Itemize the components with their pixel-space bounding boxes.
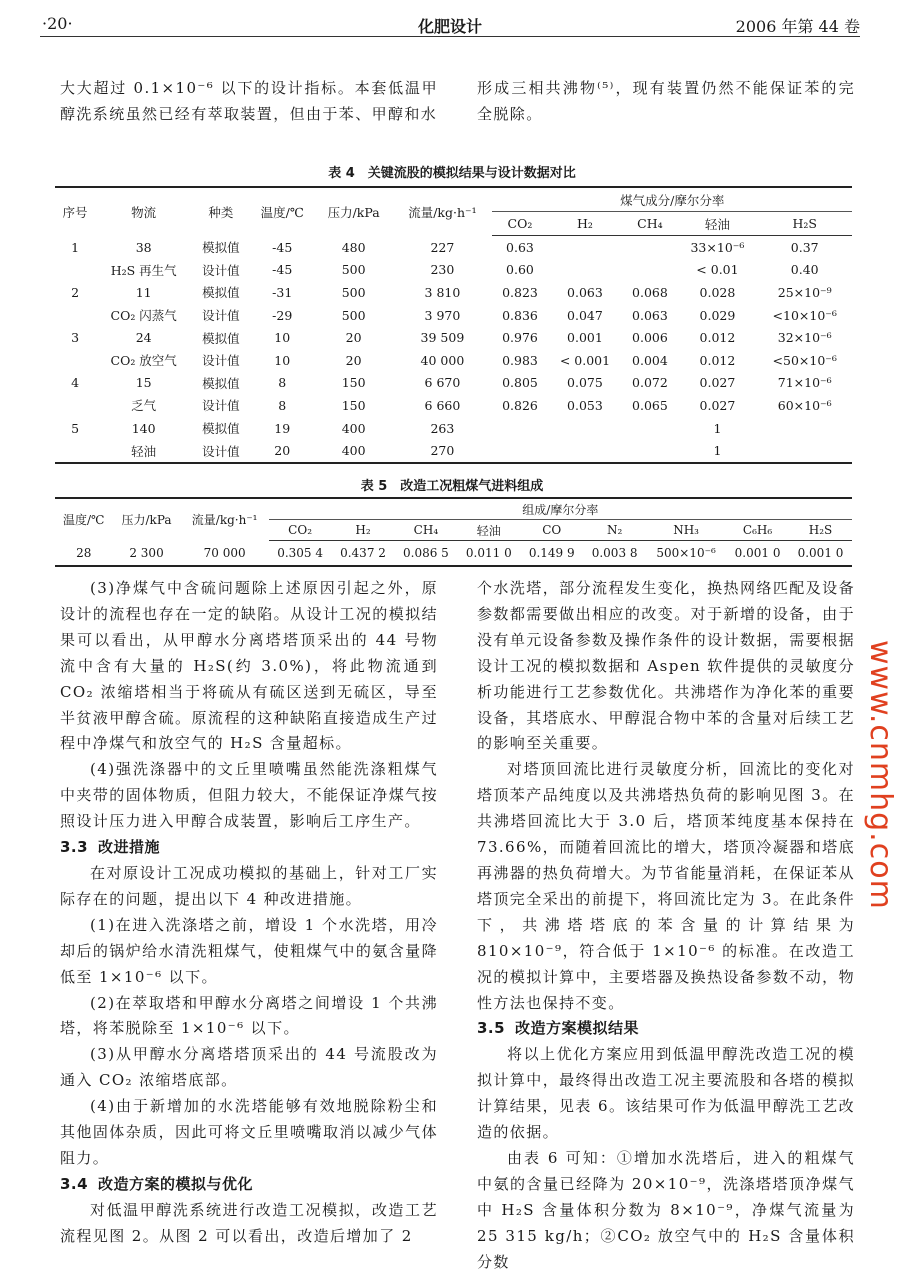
table-cell: 0.001 0 <box>734 546 781 560</box>
table-cell: 25×10⁻⁹ <box>777 284 832 300</box>
section-title: 改造方案模拟结果 <box>515 1019 640 1038</box>
table-cell: 40 000 <box>420 352 465 368</box>
table4 <box>55 186 852 464</box>
table-cell: 150 <box>341 397 366 413</box>
table-cell: 0.836 <box>502 307 538 323</box>
left-column <box>60 576 438 1250</box>
table-cell: 模拟值 <box>202 285 240 301</box>
page-header <box>40 10 860 37</box>
table-row <box>55 394 852 417</box>
table-cell: 28 <box>76 545 92 560</box>
table-cell <box>55 259 95 282</box>
table-cell <box>547 439 622 463</box>
table5-caption: 表 5 改造工况粗煤气进料组成 <box>360 479 544 494</box>
table-row <box>55 349 852 372</box>
page-number: ·20· <box>42 14 73 33</box>
table-cell: 1 <box>713 443 722 459</box>
table-cell: 0.001 <box>567 330 603 346</box>
table-cell: 0.053 <box>567 397 603 413</box>
table-cell: 19 <box>274 420 291 436</box>
paragraph: (4)强洗涤器中的文丘里喷嘴虽然能洗涤粗煤气中夹带的固体物质，但阻力较大，不能保证净煤气按照设计压力进入甲醇合成装置，影响后工序生产。 <box>60 760 438 831</box>
table-cell: 0.983 <box>502 352 538 368</box>
measure-item: (2)在萃取塔和甲醇水分离塔之间增设 1 个共沸塔，将苯脱除至 1×10⁻⁶ 以下。 <box>60 993 438 1038</box>
table-cell: 227 <box>430 239 455 255</box>
table-cell: 0.37 <box>790 239 819 255</box>
table5 <box>55 497 852 567</box>
table-cell <box>492 417 547 440</box>
paragraph: 对低温甲醇洗系统进行改造工况模拟，改造工艺流程见图 2。从图 2 可以看出，改造后增加了 2 <box>60 1200 438 1245</box>
group-header: 煤气成分/摩尔分率 <box>492 187 852 212</box>
table-cell: 0.004 <box>632 352 668 368</box>
table-cell: 0.029 <box>699 307 736 323</box>
paragraph: 在对原设计工况成功模拟的基础上，针对工厂实际存在的问题，提出以下 4 种改进措施。 <box>60 863 438 908</box>
table4-caption: 表 4 关键流股的模拟结果与设计数据对比 <box>328 166 576 181</box>
measure-item: (3)从甲醇水分离塔塔顶采出的 44 号流股改为通入 CO₂ 浓缩塔底部。 <box>60 1045 438 1090</box>
table-cell: 480 <box>341 239 366 255</box>
sub-header: CH₄ <box>394 520 457 541</box>
table-cell: 140 <box>131 420 156 436</box>
section-number: 3.3 <box>60 838 89 857</box>
table-cell: 0.40 <box>790 262 819 278</box>
table-cell: 500 <box>341 307 366 323</box>
paragraph: (3)净煤气中含硫问题除上述原因引起之外，原设计的流程也存在一定的缺陷。从设计工况的模拟结果可以看出，从甲醇水分离塔塔顶采出的 44 号物流中含有大量的 H₂S(约 3.0%)，将此物流通到 CO₂ 浓缩塔相当于将硫从有硫区送到无硫区，导至半贫液甲醇含硫。原流程的这种缺陷直接造成生产过程中净煤气和放空气的 H₂S 含量超标。 <box>60 579 438 753</box>
table-cell: 400 <box>341 420 366 436</box>
table-cell: 6 660 <box>424 397 461 413</box>
table-cell: 3 970 <box>424 307 461 323</box>
table-cell: 0.028 <box>699 284 736 300</box>
section-heading-3-4 <box>60 1172 438 1198</box>
col-header: 压力/kPa <box>327 204 380 220</box>
table-row <box>55 372 852 395</box>
col-header: 压力/kPa <box>121 513 172 528</box>
sub-header: N₂ <box>583 520 646 541</box>
table-cell: 0.012 <box>699 352 736 368</box>
measure-item: (1)在进入洗涤塔之前，增设 1 个水洗塔，用冷却后的锅炉给水清洗粗煤气，使粗煤气中的氨含量降低至 1×10⁻⁶ 以下。 <box>60 915 438 986</box>
table-cell: 0.027 <box>699 397 736 413</box>
table-cell: 10 <box>274 352 291 368</box>
table-cell: 270 <box>430 443 455 459</box>
table-cell <box>622 439 677 463</box>
table-cell <box>757 439 852 463</box>
table-cell: 0.027 <box>699 375 736 391</box>
table-cell: 0.075 <box>567 375 603 391</box>
table-cell: 2 <box>71 284 80 300</box>
table-cell: 39 509 <box>420 330 465 346</box>
table-cell: 0.976 <box>502 330 538 346</box>
table-cell: < 0.001 <box>559 352 611 368</box>
table-cell: 263 <box>430 420 455 436</box>
sub-header: 轻油 <box>677 212 757 236</box>
table-cell: 0.305 4 <box>277 546 323 560</box>
table-cell: 500 <box>341 284 366 300</box>
table-cell: 10 <box>274 330 291 346</box>
table-cell: 0.826 <box>502 397 538 413</box>
table-cell: 设计值 <box>202 262 240 278</box>
table-cell: 4 <box>71 375 80 391</box>
top-left-text <box>60 76 438 128</box>
watermark: www.cnmhg.com <box>863 640 898 910</box>
table-cell <box>55 304 95 327</box>
table-cell: 20 <box>274 443 291 459</box>
table-cell: H₂S 再生气 <box>110 262 177 278</box>
table-cell: 0.012 <box>699 330 736 346</box>
sub-header: H₂S <box>757 212 852 236</box>
table-cell: 0.068 <box>632 284 668 300</box>
table-cell: 模拟值 <box>202 240 240 256</box>
section-heading-3-5 <box>477 1016 855 1042</box>
sub-header: CO₂ <box>269 520 332 541</box>
paragraph: 个水洗塔，部分流程发生变化，换热网络匹配及设备参数都需要做出相应的改变。对于新增的设备，由于没有单元设备参数及操作条件的设计数据，需要根据设计工况的模拟数据和 Aspen 软件提供的灵敏度分析功能进行工艺参数优化。共沸塔作为净化苯的重要设备，其塔底水、甲醇混合物中苯的含量对后续工艺的影响至关重要。 <box>477 579 855 753</box>
table-cell <box>622 259 677 282</box>
paragraph: 将以上优化方案应用到低温甲醇洗改造工况的模拟计算中，最终得出改造工况主要流股和各塔的模拟计算结果，见表 6。该结果可作为低温甲醇洗工艺改造的依据。 <box>477 1045 855 1142</box>
table-row <box>55 439 852 463</box>
table-cell <box>547 259 622 282</box>
table-row <box>55 417 852 440</box>
paragraph: 形成三相共沸物⁽⁵⁾，现有装置仍然不能保证苯的完全脱除。 <box>477 79 855 123</box>
paragraph: 大大超过 0.1×10⁻⁶ 以下的设计指标。本套低温甲醇洗系统虽然已经有萃取装置，但由于苯、甲醇和水 <box>60 79 438 123</box>
table-cell <box>622 236 677 259</box>
table-cell: 0.001 0 <box>797 546 844 560</box>
table-cell <box>547 417 622 440</box>
table-cell: 设计值 <box>202 308 240 324</box>
table-cell: 32×10⁻⁶ <box>777 330 832 346</box>
table-cell: 400 <box>341 443 366 459</box>
table-cell: 6 670 <box>424 375 461 391</box>
table-cell: CO₂ 闪蒸气 <box>110 308 177 324</box>
table-cell: -29 <box>272 307 293 323</box>
table-cell: 24 <box>135 330 152 346</box>
table-cell: < 0.01 <box>696 262 739 278</box>
table-cell: 3 810 <box>424 284 461 300</box>
table-cell: <50×10⁻⁶ <box>772 352 837 368</box>
measure-item: (4)由于新增加的水洗塔能够有效地脱除粉尘和其他固体杂质，因此可将文丘里喷嘴取消以减少气体阻力。 <box>60 1097 438 1167</box>
table-cell: 11 <box>135 284 152 300</box>
paragraph: 由表 6 可知：①增加水洗塔后，进入的粗煤气中氨的含量已经降为 20×10⁻⁹，洗涤塔塔顶净煤气中 H₂S 含量体积分数为 8×10⁻⁹，净煤气流量为 25 315 kg/h；②CO₂ 放空气中的 H₂S 含量体积分数 <box>477 1148 855 1271</box>
table-cell: 8 <box>278 397 287 413</box>
table-cell: 0.072 <box>632 375 668 391</box>
right-column <box>477 576 855 1275</box>
table-cell: 5 <box>71 420 80 436</box>
table-cell: 38 <box>135 239 152 255</box>
sub-header: H₂ <box>332 520 395 541</box>
table-cell: 模拟值 <box>202 421 240 437</box>
section-number: 3.5 <box>477 1019 506 1038</box>
table-cell: 3 <box>71 330 80 346</box>
table-cell: 0.003 8 <box>591 546 638 560</box>
journal-title: 化肥设计 <box>417 17 482 36</box>
sub-header: H₂S <box>789 520 852 541</box>
group-header: 组成/摩尔分率 <box>269 498 852 520</box>
table-cell: 设计值 <box>202 353 240 369</box>
table-cell <box>492 439 547 463</box>
table-row <box>55 259 852 282</box>
table-cell: 0.437 2 <box>340 546 386 560</box>
table-cell: 33×10⁻⁶ <box>690 239 745 255</box>
table-cell: 0.086 5 <box>403 546 449 560</box>
table-cell: 70 000 <box>203 545 246 560</box>
section-title: 改造方案的模拟与优化 <box>98 1174 254 1193</box>
table-cell <box>55 349 95 372</box>
table-row <box>55 326 852 349</box>
table-cell <box>757 417 852 440</box>
table-cell: 0.006 <box>632 330 668 346</box>
table-cell: 设计值 <box>202 398 240 414</box>
sub-header: CO <box>520 520 583 541</box>
sub-header: CO₂ <box>492 212 547 236</box>
table-cell: 1 <box>713 420 722 436</box>
table-cell <box>55 394 95 417</box>
table-cell: 15 <box>135 375 152 391</box>
col-header: 流量/kg·h⁻¹ <box>191 513 258 528</box>
table-cell: 60×10⁻⁶ <box>777 397 832 413</box>
table-cell: 设计值 <box>202 443 240 459</box>
table-cell: 0.63 <box>506 239 534 255</box>
table-cell: 轻油 <box>131 443 157 459</box>
table-cell: <10×10⁻⁶ <box>772 307 837 323</box>
sub-header: NH₃ <box>646 520 726 541</box>
table-cell: 模拟值 <box>202 330 240 346</box>
col-header: 温度/℃ <box>260 204 304 220</box>
table-cell: 0.063 <box>567 284 603 300</box>
table-cell <box>547 236 622 259</box>
sub-header: C₆H₆ <box>726 520 789 541</box>
table-cell: 0.065 <box>632 397 668 413</box>
section-heading-3-3 <box>60 835 438 861</box>
top-right-text <box>477 76 855 128</box>
paragraph: 对塔顶回流比进行灵敏度分析，回流比的变化对塔顶苯产品纯度以及共沸塔热负荷的影响见图 3。在共沸塔回流比大于 3.0 后，塔顶苯纯度基本保持在 73.66%，而随着回流比的增大，塔顶冷凝器和塔底再沸器的热负荷增大。为节省能量消耗，在保证苯从塔顶完全采出的前提下，将回流比定为 3。在此条件下，共沸塔塔底的苯含量的计算结果为 810×10⁻⁹，符合低于 1×10⁻⁶ 的标准。在改造工况的模拟计算中，主要塔器及换热设备参数不动，物性方法也保持不变。 <box>477 760 855 1012</box>
table-cell: 乏气 <box>131 398 157 414</box>
sub-header: CH₄ <box>622 212 677 236</box>
table-row <box>55 541 852 567</box>
table-cell: 2 300 <box>129 545 164 560</box>
table-cell: CO₂ 放空气 <box>110 353 177 369</box>
table-cell: 0.047 <box>567 307 603 323</box>
section-number: 3.4 <box>60 1174 89 1193</box>
table-cell: -31 <box>272 284 293 300</box>
table-cell: 0.805 <box>502 375 538 391</box>
table-cell: 20 <box>345 352 362 368</box>
table-cell: 1 <box>71 239 80 255</box>
table-row <box>55 304 852 327</box>
table-cell: 500 <box>341 262 366 278</box>
col-header: 流量/kg·h⁻¹ <box>408 204 477 220</box>
col-header: 序号 <box>62 204 88 220</box>
table-cell: -45 <box>272 262 293 278</box>
table-cell: 模拟值 <box>202 375 240 391</box>
table-cell: 20 <box>345 330 362 346</box>
table-row <box>55 236 852 259</box>
col-header: 种类 <box>208 204 234 220</box>
table-cell: 230 <box>430 262 455 278</box>
table-cell: 0.011 0 <box>465 546 512 560</box>
table-cell: 0.063 <box>632 307 668 323</box>
table-row <box>55 281 852 304</box>
table-cell: 0.60 <box>506 262 534 278</box>
sub-header: 轻油 <box>457 520 520 541</box>
table-cell: 8 <box>278 375 287 391</box>
table-cell: 0.149 9 <box>528 546 575 560</box>
table-cell: 71×10⁻⁶ <box>777 375 832 391</box>
sub-header: H₂ <box>547 212 622 236</box>
journal-volume: 2006 年第 44 卷 <box>735 17 860 36</box>
table-cell: 500×10⁻⁶ <box>656 546 716 560</box>
table-cell <box>622 417 677 440</box>
col-header: 物流 <box>131 204 157 220</box>
table-cell <box>55 439 95 463</box>
section-title: 改进措施 <box>98 838 161 857</box>
table-cell: -45 <box>272 239 293 255</box>
table-cell: 0.823 <box>502 284 538 300</box>
table-cell: 150 <box>341 375 366 391</box>
col-header: 温度/℃ <box>62 513 105 528</box>
